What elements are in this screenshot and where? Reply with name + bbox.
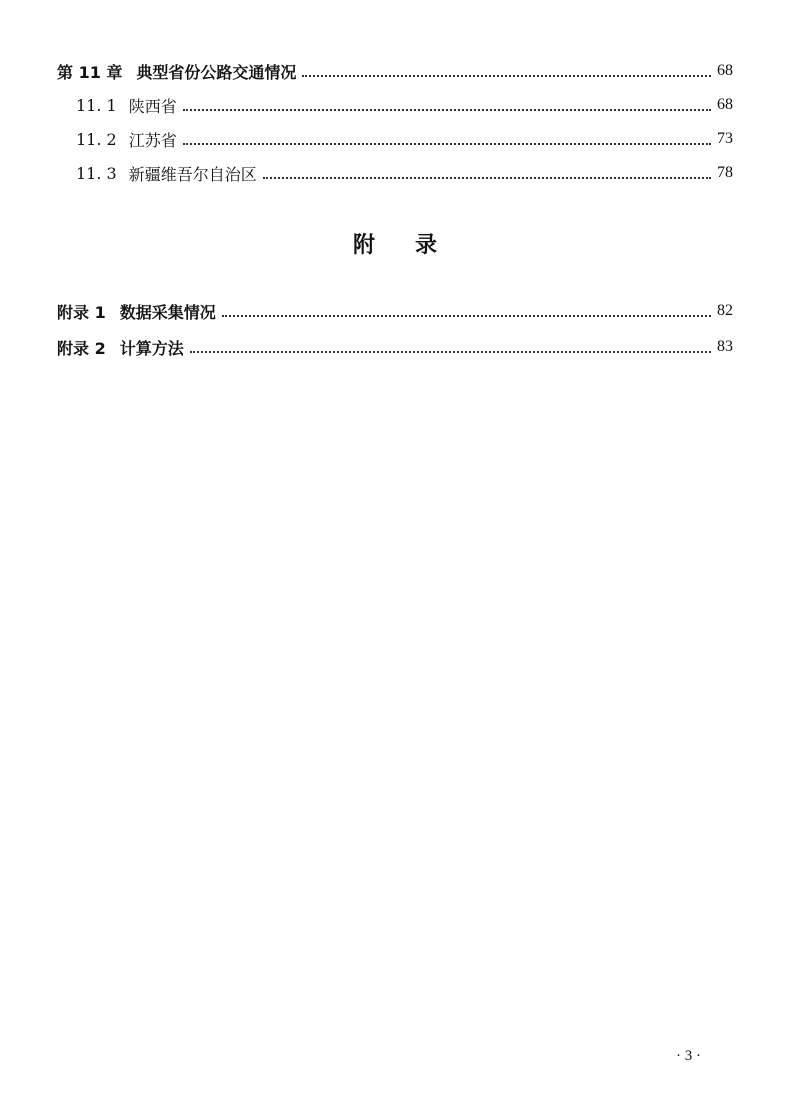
section-number: 11. 1 [76,95,117,115]
dot-leader [183,107,711,111]
section-number: 11. 3 [76,163,117,183]
dot-leader [190,349,711,353]
chapter-number: 第 11 章 [57,62,123,82]
section-page: 68 [717,96,733,113]
section-page: 78 [717,164,733,181]
section-11-3-entry[interactable] [76,160,733,186]
appendix-title: 数据采集情况 [119,302,216,322]
appendix-heading: 附录 [352,233,477,258]
chapter-11-entry[interactable] [57,58,733,84]
appendix-title: 计算方法 [119,338,184,358]
section-number: 11. 2 [76,129,117,149]
section-11-1-entry[interactable] [76,92,733,118]
chapter-title: 典型省份公路交通情况 [136,62,297,82]
dot-leader [183,141,711,145]
section-title: 新疆维吾尔自治区 [128,164,257,184]
appendix-number: 附录 1 [57,302,106,322]
dot-leader [302,73,711,77]
appendix-number: 附录 2 [57,338,106,358]
page-number: · 3 · [676,1048,701,1064]
section-page: 73 [717,130,733,147]
dot-leader [263,175,711,179]
appendix-2-entry[interactable] [57,334,733,360]
appendix-1-entry[interactable] [57,298,733,324]
chapter-page: 68 [717,62,733,79]
appendix-page: 83 [717,338,733,355]
section-title: 陕西省 [128,96,177,116]
section-11-2-entry[interactable] [76,126,733,152]
dot-leader [222,313,711,317]
appendix-page: 82 [717,302,733,319]
section-title: 江苏省 [128,130,177,150]
